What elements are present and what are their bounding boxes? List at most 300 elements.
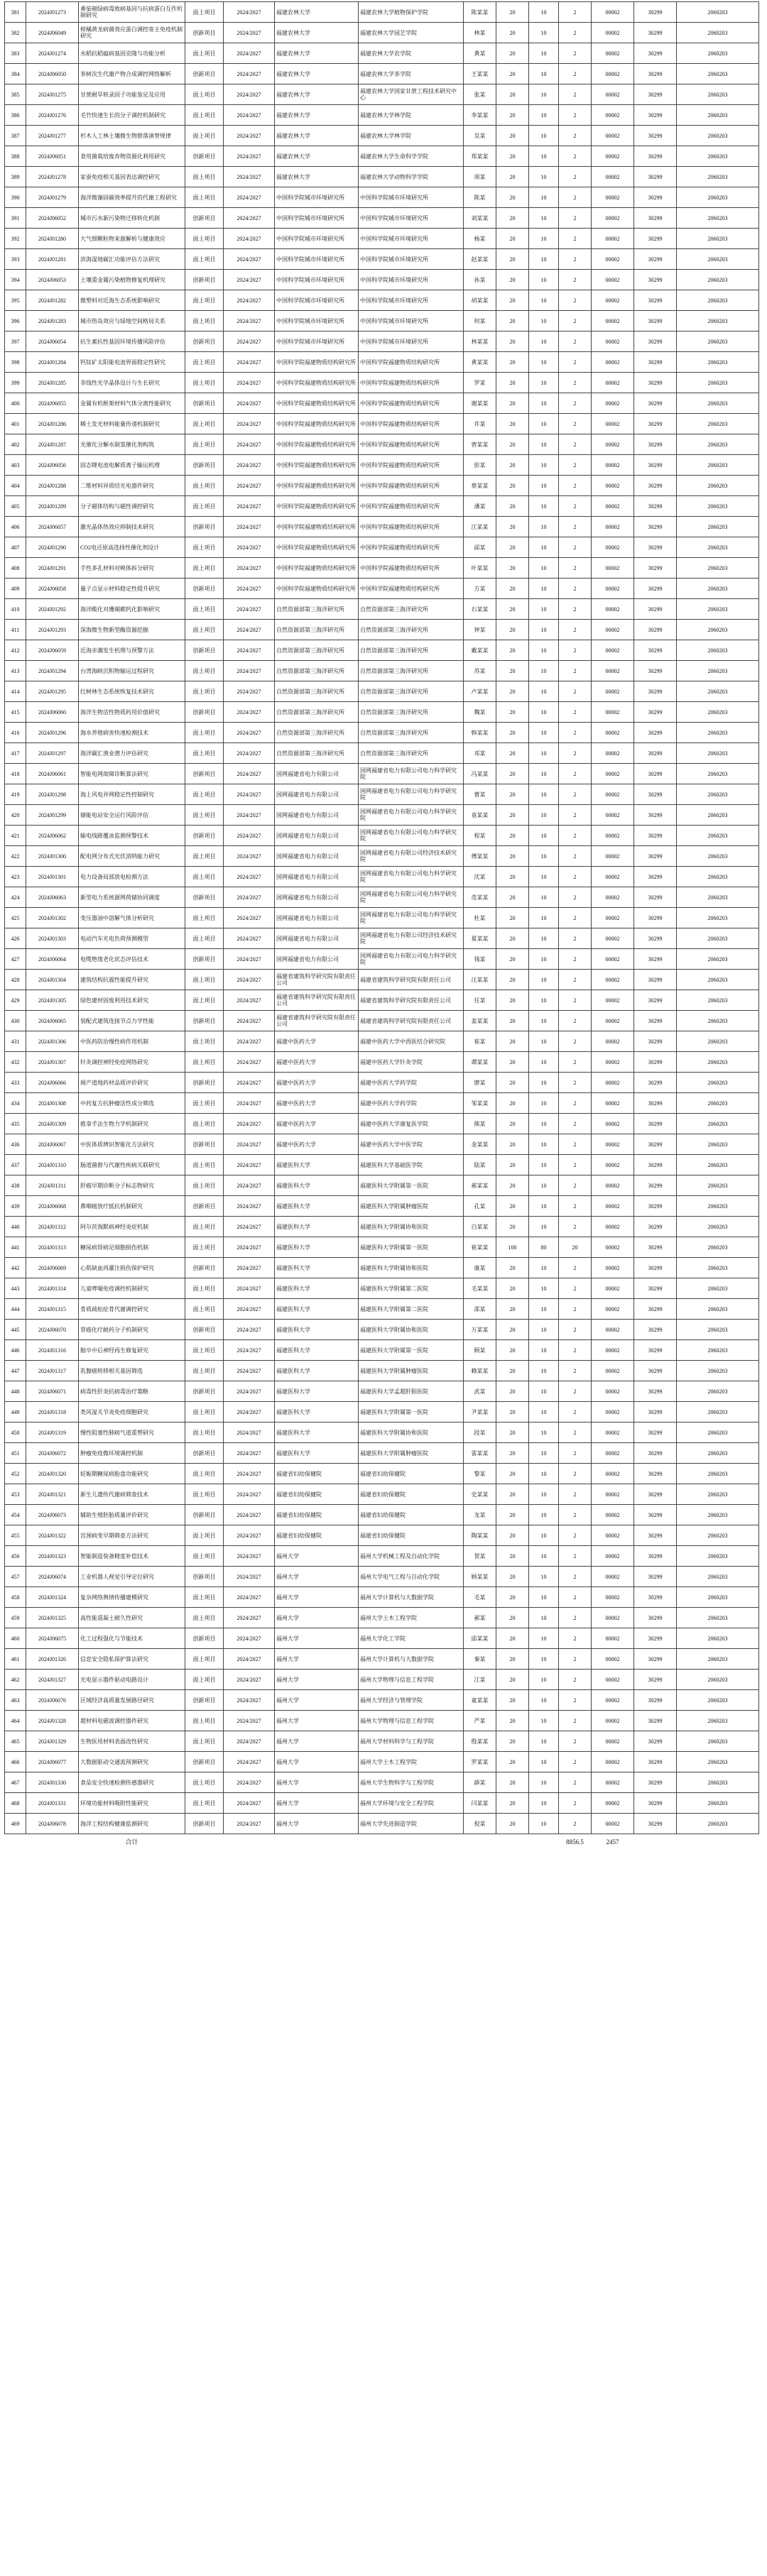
row-number: 463 (5, 1690, 26, 1711)
project-type: 面上项目 (185, 620, 224, 640)
project-type: 面上项目 (185, 743, 224, 764)
research-unit: 福州大学生物科学与工程学院 (359, 1772, 464, 1793)
budget-code-a: 00002 (592, 373, 634, 393)
project-period: 2024/2027 (224, 23, 275, 43)
indirect-fund: 2 (559, 126, 592, 146)
direct-fund: 10 (529, 249, 559, 270)
indirect-fund: 2 (559, 187, 592, 208)
project-leader: 王某某 (464, 64, 496, 84)
project-type: 面上项目 (185, 290, 224, 311)
direct-fund: 10 (529, 1217, 559, 1237)
undertaking-org: 福州大学 (275, 1814, 359, 1834)
project-title: 微塑料对近海生态系统影响研究 (79, 290, 185, 311)
direct-fund: 10 (529, 887, 559, 908)
project-title: 城市污水新污染物迁移转化机制 (79, 208, 185, 229)
undertaking-org: 中国科学院福建物质结构研究所 (275, 558, 359, 579)
project-type: 面上项目 (185, 1525, 224, 1546)
project-type: 面上项目 (185, 311, 224, 331)
budget-code-b: 30299 (634, 2, 677, 23)
undertaking-org: 福州大学 (275, 1628, 359, 1649)
table-row (5, 620, 759, 640)
project-code: 2024J01278 (26, 167, 79, 187)
indirect-fund: 2 (559, 105, 592, 126)
project-code: 2024J01321 (26, 1484, 79, 1505)
research-unit: 福州大学经济与管理学院 (359, 1690, 464, 1711)
project-code: 2024J06068 (26, 1196, 79, 1217)
budget-code-a: 00002 (592, 1443, 634, 1464)
project-title: 闽产道地药材品质评价研究 (79, 1073, 185, 1093)
budget-code-c: 2060203 (677, 949, 759, 970)
project-leader: 黄某某 (464, 352, 496, 373)
total-fund: 20 (496, 826, 529, 846)
budget-code-b: 30299 (634, 640, 677, 661)
indirect-fund: 2 (559, 208, 592, 229)
research-unit: 福建中医药大学药学院 (359, 1073, 464, 1093)
indirect-fund: 2 (559, 455, 592, 476)
row-number: 418 (5, 764, 26, 784)
project-code: 2024J01310 (26, 1155, 79, 1175)
project-code: 2024J06066 (26, 1073, 79, 1093)
table-row (5, 187, 759, 208)
research-unit: 中国科学院福建物质结构研究所 (359, 373, 464, 393)
table-row (5, 1567, 759, 1587)
indirect-fund: 2 (559, 1155, 592, 1175)
table-row (5, 681, 759, 702)
project-type: 面上项目 (185, 1031, 224, 1052)
direct-fund: 10 (529, 1093, 559, 1114)
project-leader: 钱某 (464, 949, 496, 970)
project-period: 2024/2027 (224, 476, 275, 496)
budget-code-b: 30299 (634, 331, 677, 352)
budget-code-c: 2060203 (677, 1361, 759, 1381)
project-type: 创新项目 (185, 579, 224, 599)
project-leader: 邱某某 (464, 1628, 496, 1649)
research-unit: 福建医科大学附属第一医院 (359, 1340, 464, 1361)
budget-code-b: 30299 (634, 1031, 677, 1052)
project-period: 2024/2027 (224, 1505, 275, 1525)
indirect-fund: 2 (559, 743, 592, 764)
project-code: 2024J01309 (26, 1114, 79, 1134)
undertaking-org: 自然资源部第三海洋研究所 (275, 599, 359, 620)
project-title: 超材料电磁波调控器件研究 (79, 1711, 185, 1731)
project-leader: 邱某 (464, 537, 496, 558)
project-code: 2024J01291 (26, 558, 79, 579)
indirect-fund: 2 (559, 331, 592, 352)
project-title: 滨海湿地碳汇功能评估方法研究 (79, 249, 185, 270)
project-period: 2024/2027 (224, 970, 275, 990)
project-type: 面上项目 (185, 1423, 224, 1443)
budget-code-a: 00002 (592, 1217, 634, 1237)
row-number: 419 (5, 784, 26, 805)
project-leader: 林某 (464, 23, 496, 43)
indirect-fund: 2 (559, 1793, 592, 1814)
budget-code-b: 30299 (634, 558, 677, 579)
table-row (5, 1320, 759, 1340)
budget-code-b: 30299 (634, 1525, 677, 1546)
project-period: 2024/2027 (224, 743, 275, 764)
indirect-fund: 2 (559, 949, 592, 970)
research-unit: 福建省建筑科学研究院有限责任公司 (359, 990, 464, 1011)
research-unit: 中国科学院城市环境研究所 (359, 270, 464, 290)
project-period: 2024/2027 (224, 167, 275, 187)
project-title: 生物医用材料表面改性研究 (79, 1731, 185, 1752)
project-code: 2024J01277 (26, 126, 79, 146)
indirect-fund: 2 (559, 1134, 592, 1155)
project-period: 2024/2027 (224, 84, 275, 105)
project-code: 2024J01325 (26, 1608, 79, 1628)
row-number: 423 (5, 867, 26, 887)
project-type: 创新项目 (185, 270, 224, 290)
row-number: 415 (5, 702, 26, 723)
budget-code-c: 2060203 (677, 826, 759, 846)
project-period: 2024/2027 (224, 455, 275, 476)
research-unit: 福建医科大学孟超肝胆医院 (359, 1381, 464, 1402)
project-type: 面上项目 (185, 249, 224, 270)
table-row (5, 1546, 759, 1567)
budget-code-a: 00002 (592, 640, 634, 661)
project-period: 2024/2027 (224, 1134, 275, 1155)
undertaking-org: 福建中医药大学 (275, 1134, 359, 1155)
project-type: 创新项目 (185, 1752, 224, 1772)
direct-fund: 10 (529, 1258, 559, 1278)
project-title: CO2电还原高选择性催化剂设计 (79, 537, 185, 558)
budget-code-b: 30299 (634, 455, 677, 476)
total-fund: 20 (496, 887, 529, 908)
project-leader: 赵某某 (464, 249, 496, 270)
total-fund: 20 (496, 764, 529, 784)
direct-fund: 10 (529, 1196, 559, 1217)
project-title: 城市热岛效应与绿地空间格局关系 (79, 311, 185, 331)
budget-code-c: 2060203 (677, 64, 759, 84)
project-leader: 杨某 (464, 229, 496, 249)
budget-code-a: 00002 (592, 290, 634, 311)
indirect-fund: 2 (559, 352, 592, 373)
indirect-fund: 2 (559, 599, 592, 620)
research-unit: 自然资源部第三海洋研究所 (359, 640, 464, 661)
budget-code-a: 00002 (592, 1649, 634, 1670)
budget-code-c: 2060203 (677, 290, 759, 311)
table-row (5, 2, 759, 23)
budget-code-b: 30299 (634, 1567, 677, 1587)
budget-code-b: 30299 (634, 1340, 677, 1361)
row-number: 459 (5, 1608, 26, 1628)
project-leader: 郝某某 (464, 1175, 496, 1196)
indirect-fund: 2 (559, 1567, 592, 1587)
project-title: 绿色建材固废利用技术研究 (79, 990, 185, 1011)
table-row (5, 1525, 759, 1546)
direct-fund: 10 (529, 640, 559, 661)
research-unit: 福建农林大学植物保护学院 (359, 2, 464, 23)
budget-code-b: 30299 (634, 887, 677, 908)
row-number: 424 (5, 887, 26, 908)
budget-code-b: 30299 (634, 1814, 677, 1834)
project-code: 2024J06069 (26, 1258, 79, 1278)
undertaking-org: 中国科学院城市环境研究所 (275, 290, 359, 311)
research-unit: 中国科学院城市环境研究所 (359, 249, 464, 270)
table-row (5, 1587, 759, 1608)
undertaking-org: 国网福建省电力有限公司 (275, 805, 359, 826)
research-unit: 自然资源部第三海洋研究所 (359, 743, 464, 764)
budget-code-b: 30299 (634, 1278, 677, 1299)
research-unit: 福建医科大学附属肿瘤医院 (359, 1361, 464, 1381)
indirect-fund: 2 (559, 1484, 592, 1505)
project-type: 面上项目 (185, 908, 224, 928)
project-leader: 江某某 (464, 517, 496, 537)
project-code: 2024J06075 (26, 1628, 79, 1649)
project-code: 2024J01308 (26, 1093, 79, 1114)
budget-code-b: 30299 (634, 1217, 677, 1237)
direct-fund: 10 (529, 270, 559, 290)
budget-code-b: 30299 (634, 579, 677, 599)
research-unit: 福建医科大学附属第二医院 (359, 1299, 464, 1320)
project-period: 2024/2027 (224, 187, 275, 208)
budget-code-a: 00002 (592, 1793, 634, 1814)
project-type: 面上项目 (185, 1093, 224, 1114)
budget-code-c: 2060203 (677, 1196, 759, 1217)
undertaking-org: 福建中医药大学 (275, 1052, 359, 1073)
direct-fund: 10 (529, 1278, 559, 1299)
budget-code-b: 30299 (634, 1175, 677, 1196)
row-number: 442 (5, 1258, 26, 1278)
budget-code-b: 30299 (634, 1546, 677, 1567)
project-period: 2024/2027 (224, 517, 275, 537)
project-period: 2024/2027 (224, 1567, 275, 1587)
indirect-fund: 2 (559, 517, 592, 537)
budget-code-b: 30299 (634, 661, 677, 681)
direct-fund: 10 (529, 1484, 559, 1505)
total-fund: 20 (496, 1752, 529, 1772)
total-fund: 20 (496, 1361, 529, 1381)
row-number: 421 (5, 826, 26, 846)
project-type: 面上项目 (185, 1608, 224, 1628)
project-code: 2024J01303 (26, 928, 79, 949)
budget-code-a: 00002 (592, 1752, 634, 1772)
project-title: 电缆绝缘老化状态评估技术 (79, 949, 185, 970)
budget-code-a: 00002 (592, 167, 634, 187)
project-code: 2024J01307 (26, 1052, 79, 1073)
budget-code-c: 2060203 (677, 352, 759, 373)
row-number: 426 (5, 928, 26, 949)
row-number: 451 (5, 1443, 26, 1464)
direct-fund: 10 (529, 1752, 559, 1772)
indirect-fund: 2 (559, 723, 592, 743)
research-unit: 国网福建省电力有限公司电力科学研究院 (359, 784, 464, 805)
table-row (5, 208, 759, 229)
budget-code-a: 00002 (592, 599, 634, 620)
budget-code-b: 30299 (634, 620, 677, 640)
direct-fund: 10 (529, 784, 559, 805)
total-fund: 20 (496, 1402, 529, 1423)
budget-code-a: 00002 (592, 64, 634, 84)
total-fund: 20 (496, 1175, 529, 1196)
project-title: 杉木人工林土壤微生物群落演替规律 (79, 126, 185, 146)
direct-fund: 10 (529, 352, 559, 373)
table-row (5, 1484, 759, 1505)
project-code: 2024J06053 (26, 270, 79, 290)
project-leader: 谢某某 (464, 393, 496, 414)
project-type: 创新项目 (185, 23, 224, 43)
undertaking-org: 自然资源部第三海洋研究所 (275, 681, 359, 702)
total-fund: 20 (496, 414, 529, 434)
row-number: 444 (5, 1299, 26, 1320)
total-fund: 20 (496, 1772, 529, 1793)
budget-code-b: 30299 (634, 393, 677, 414)
project-period: 2024/2027 (224, 1052, 275, 1073)
table-row (5, 1752, 759, 1772)
research-unit: 中国科学院福建物质结构研究所 (359, 434, 464, 455)
row-number: 406 (5, 517, 26, 537)
budget-code-c: 2060203 (677, 249, 759, 270)
budget-code-a: 00002 (592, 805, 634, 826)
project-period: 2024/2027 (224, 620, 275, 640)
project-code: 2024J01298 (26, 784, 79, 805)
indirect-fund: 2 (559, 681, 592, 702)
budget-code-c: 2060203 (677, 1587, 759, 1608)
table-row (5, 1690, 759, 1711)
project-leader: 姜某某 (464, 1011, 496, 1031)
budget-code-b: 30299 (634, 928, 677, 949)
project-period: 2024/2027 (224, 352, 275, 373)
undertaking-org: 福建省妇幼保健院 (275, 1464, 359, 1484)
budget-code-a: 00002 (592, 702, 634, 723)
project-code: 2024J01328 (26, 1711, 79, 1731)
total-fund: 20 (496, 1608, 529, 1628)
total-fund: 20 (496, 1423, 529, 1443)
project-title: 光电显示器件驱动电路设计 (79, 1670, 185, 1690)
row-number: 430 (5, 1011, 26, 1031)
project-code: 2024J01302 (26, 908, 79, 928)
indirect-fund: 2 (559, 784, 592, 805)
project-period: 2024/2027 (224, 1670, 275, 1690)
total-fund: 20 (496, 558, 529, 579)
project-period: 2024/2027 (224, 908, 275, 928)
total-fund: 20 (496, 1731, 529, 1752)
row-number: 393 (5, 249, 26, 270)
project-title: 固态锂电池电解质离子输运机理 (79, 455, 185, 476)
project-period: 2024/2027 (224, 2, 275, 23)
project-code: 2024J01274 (26, 43, 79, 64)
project-title: 电力设备局部放电检测方法 (79, 867, 185, 887)
row-number: 397 (5, 331, 26, 352)
project-period: 2024/2027 (224, 1772, 275, 1793)
project-code: 2024J06051 (26, 146, 79, 167)
budget-code-a: 00002 (592, 1731, 634, 1752)
budget-code-b: 30299 (634, 23, 677, 43)
undertaking-org: 福建农林大学 (275, 84, 359, 105)
budget-code-a: 00002 (592, 105, 634, 126)
project-leader: 林某某 (464, 331, 496, 352)
project-title: 复杂网络舆情传播建模研究 (79, 1587, 185, 1608)
budget-code-b: 30299 (634, 805, 677, 826)
row-number: 439 (5, 1196, 26, 1217)
direct-fund: 10 (529, 1793, 559, 1814)
project-type: 面上项目 (185, 1484, 224, 1505)
undertaking-org: 中国科学院福建物质结构研究所 (275, 373, 359, 393)
table-row (5, 908, 759, 928)
undertaking-org: 福建省妇幼保健院 (275, 1525, 359, 1546)
total-fund: 20 (496, 1299, 529, 1320)
budget-code-a: 00002 (592, 23, 634, 43)
budget-code-b: 30299 (634, 1073, 677, 1093)
project-title: 配电网分布式光伏消纳能力研究 (79, 846, 185, 867)
total-fund: 20 (496, 640, 529, 661)
project-period: 2024/2027 (224, 105, 275, 126)
project-title: 大数据驱动交通流预测研究 (79, 1752, 185, 1772)
project-type: 面上项目 (185, 537, 224, 558)
row-number: 462 (5, 1670, 26, 1690)
indirect-fund: 2 (559, 43, 592, 64)
table-row (5, 1237, 759, 1258)
research-unit: 中国科学院城市环境研究所 (359, 331, 464, 352)
budget-code-b: 30299 (634, 146, 677, 167)
budget-code-c: 2060203 (677, 126, 759, 146)
project-period: 2024/2027 (224, 764, 275, 784)
budget-code-a: 00002 (592, 146, 634, 167)
row-number: 453 (5, 1484, 26, 1505)
direct-fund: 10 (529, 1361, 559, 1381)
project-code: 2024J01280 (26, 229, 79, 249)
indirect-fund: 2 (559, 805, 592, 826)
direct-fund: 10 (529, 105, 559, 126)
indirect-fund: 2 (559, 1670, 592, 1690)
direct-fund: 10 (529, 702, 559, 723)
project-title: 新型电力系统源网荷储协同调度 (79, 887, 185, 908)
project-leader: 罗某 (464, 373, 496, 393)
budget-code-a: 00002 (592, 1525, 634, 1546)
project-title: 家蚕免疫相关基因表达调控研究 (79, 167, 185, 187)
budget-code-c: 2060203 (677, 517, 759, 537)
row-number: 420 (5, 805, 26, 826)
project-title: 辅助生殖胚胎质量评价研究 (79, 1505, 185, 1525)
total-fund: 20 (496, 743, 529, 764)
budget-code-a: 00002 (592, 579, 634, 599)
undertaking-org: 福建医科大学 (275, 1320, 359, 1340)
direct-fund: 10 (529, 1155, 559, 1175)
budget-code-a: 00002 (592, 187, 634, 208)
indirect-fund: 2 (559, 1402, 592, 1423)
project-title: 手性多孔材料对映体拆分研究 (79, 558, 185, 579)
project-code: 2024J01287 (26, 434, 79, 455)
project-title: 化工过程强化与节能技术 (79, 1628, 185, 1649)
indirect-fund: 2 (559, 229, 592, 249)
project-period: 2024/2027 (224, 990, 275, 1011)
project-code: 2024J01301 (26, 867, 79, 887)
project-leader: 万某某 (464, 1320, 496, 1340)
indirect-fund: 2 (559, 414, 592, 434)
budget-code-b: 30299 (634, 1649, 677, 1670)
project-type: 创新项目 (185, 1567, 224, 1587)
project-type: 面上项目 (185, 867, 224, 887)
project-type: 创新项目 (185, 517, 224, 537)
total-fund: 20 (496, 1587, 529, 1608)
project-code: 2024J01284 (26, 352, 79, 373)
project-type: 面上项目 (185, 352, 224, 373)
table-row (5, 579, 759, 599)
project-title: 环境功能材料吸附性能研究 (79, 1793, 185, 1814)
row-number: 440 (5, 1217, 26, 1237)
budget-code-c: 2060203 (677, 1690, 759, 1711)
undertaking-org: 福建农林大学 (275, 64, 359, 84)
project-title: 推拿手法生物力学机制研究 (79, 1114, 185, 1134)
project-leader: 胡某某 (464, 290, 496, 311)
table-row (5, 1628, 759, 1649)
indirect-fund: 2 (559, 1752, 592, 1772)
budget-code-c: 2060203 (677, 1031, 759, 1052)
table-row (5, 1464, 759, 1484)
budget-code-c: 2060203 (677, 455, 759, 476)
budget-code-a: 00002 (592, 620, 634, 640)
project-code: 2024J01292 (26, 599, 79, 620)
